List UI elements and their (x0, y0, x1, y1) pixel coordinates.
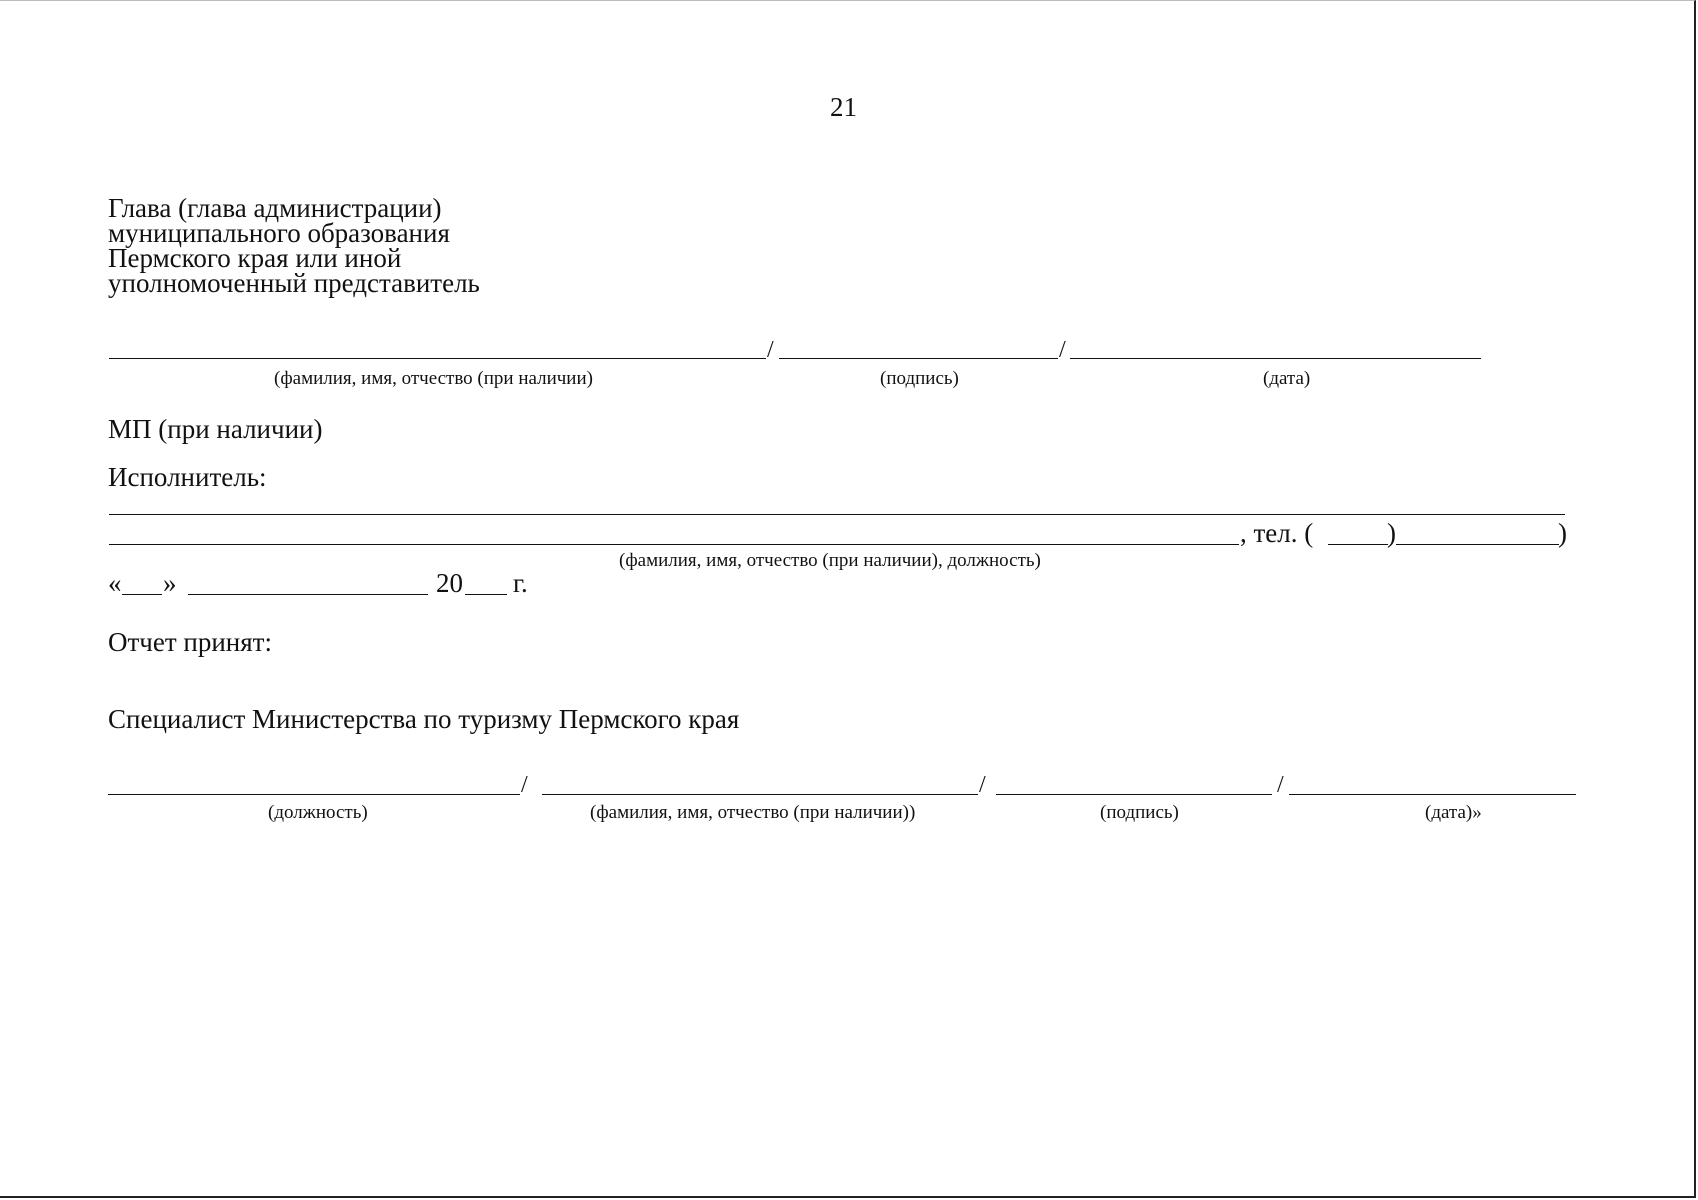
signature-field-line[interactable] (779, 358, 1058, 359)
date-field-line-2[interactable] (1289, 794, 1576, 795)
date-field-line[interactable] (1070, 358, 1481, 359)
position-field-line[interactable] (108, 794, 520, 795)
field-separator: / (767, 337, 774, 363)
position-caption: (должность) (268, 802, 368, 823)
field-separator: / (979, 772, 986, 798)
date-caption: (дата) (1263, 368, 1311, 389)
phone-number-field-line[interactable] (1396, 544, 1559, 545)
field-separator: / (1277, 772, 1284, 798)
phone-code-close: ) (1387, 518, 1396, 548)
report-accepted-label: Отчет принят: (108, 627, 272, 657)
name-field-line[interactable] (109, 358, 766, 359)
page-number: 21 (830, 92, 857, 122)
phone-prefix: , тел. ( (1240, 518, 1314, 548)
signatory-title (108, 193, 480, 298)
date-caption-2: (дата)» (1425, 802, 1482, 823)
signatory-title-line: муниципального образования (108, 218, 450, 248)
signatory-title-line: Глава (глава администрации) (108, 193, 442, 223)
signatory-title-line: уполномоченный представитель (108, 268, 480, 298)
signature-field-line-2[interactable] (996, 794, 1272, 795)
field-separator: / (521, 772, 528, 798)
stamp-label: МП (при наличии) (108, 414, 323, 444)
signatory-title-line: Пермского края или иной (108, 243, 402, 273)
executor-label: Исполнитель: (108, 462, 267, 492)
date-open-quote: « (108, 568, 122, 598)
specialist-label: Специалист Министерства по туризму Пермского края (108, 704, 740, 734)
year-prefix: 20 (436, 568, 463, 598)
name-caption: (фамилия, имя, отчество (при наличии) (274, 368, 593, 389)
year-suffix: г. (513, 568, 528, 598)
field-separator: / (1059, 337, 1066, 363)
day-field-line[interactable] (122, 594, 162, 595)
executor-field-line-1[interactable] (109, 514, 1565, 515)
signature-caption: (подпись) (880, 368, 959, 389)
phone-code-field-line[interactable] (1328, 544, 1388, 545)
name-caption-2: (фамилия, имя, отчество (при наличии)) (590, 802, 916, 823)
executor-caption: (фамилия, имя, отчество (при наличии), должность) (619, 550, 1041, 571)
phone-close: ) (1558, 518, 1567, 548)
month-field-line[interactable] (188, 594, 428, 595)
year-field-line[interactable] (465, 594, 507, 595)
name-field-line-2[interactable] (542, 794, 978, 795)
date-close-quote: » (163, 568, 177, 598)
signature-caption-2: (подпись) (1100, 802, 1179, 823)
executor-field-line-2[interactable] (109, 544, 1239, 545)
